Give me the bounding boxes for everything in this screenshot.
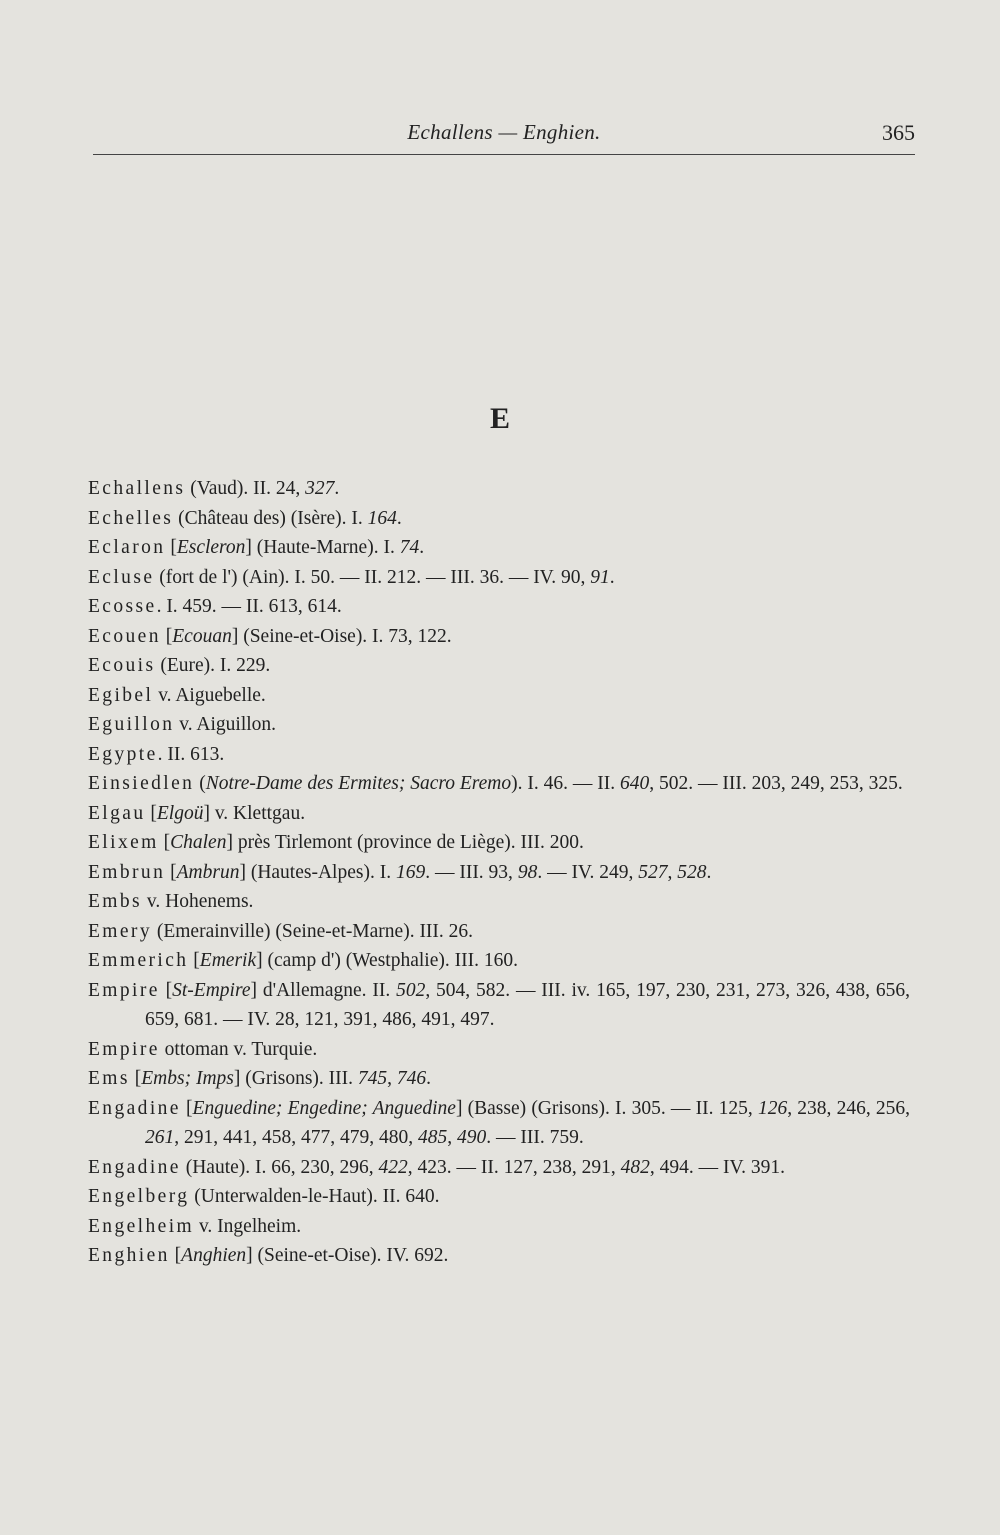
entry-italic-text: Notre-Dame des Ermites; Sacro Eremo <box>205 773 512 794</box>
index-entry <box>88 1182 910 1212</box>
entry-text: (Château des) (Isère). I. <box>173 507 368 529</box>
entry-headword: Egibel <box>88 684 154 706</box>
index-entry <box>88 740 910 770</box>
entry-text: . — IV. 249, <box>537 861 639 883</box>
index-entry <box>88 533 910 563</box>
entry-italic-text: Escleron <box>176 537 246 558</box>
entry-text: v. Hohenems. <box>142 891 254 912</box>
entry-italic-text: Embs; Imps <box>141 1068 234 1089</box>
entry-text: [ <box>160 625 173 647</box>
entry-text: (Haute). I. 66, 230, 296, <box>180 1156 379 1178</box>
entry-headword: Engadine <box>88 1156 181 1178</box>
entry-headword: Egypte <box>88 743 158 765</box>
index-entry <box>88 799 910 829</box>
index-entry <box>88 474 910 504</box>
running-head <box>93 118 915 155</box>
entry-text: . <box>426 1068 432 1089</box>
entry-headword: Ecouen <box>88 625 161 647</box>
entry-text: ] (Seine-et-Oise). IV. 692. <box>246 1245 449 1266</box>
entry-text: (Unterwalden-le-Haut). II. 640. <box>189 1186 440 1207</box>
index-entry <box>88 887 910 917</box>
entry-italic-text: 126 <box>757 1097 788 1119</box>
entry-text: ] (Basse) (Grisons). I. 305. — II. 125, <box>455 1097 758 1119</box>
index-entry <box>88 504 910 534</box>
index-entry <box>88 1064 910 1094</box>
entry-italic-text: 164 <box>367 507 397 529</box>
entry-text: . — III. 759. <box>486 1127 584 1148</box>
entry-text: . <box>334 478 340 499</box>
index-entry <box>88 1212 910 1242</box>
entry-text: . I. 459. — II. 613, 614. <box>156 596 342 617</box>
entry-text: [ <box>165 537 177 558</box>
entry-headword: Engadine <box>88 1097 181 1119</box>
entry-text: , 494. — IV. 391. <box>649 1156 785 1178</box>
entry-text: , <box>447 1127 457 1148</box>
entry-text: . <box>419 537 425 558</box>
entry-italic-text: 482 <box>620 1156 650 1178</box>
entry-italic-text: 745 <box>357 1068 388 1089</box>
entry-italic-text: 640 <box>620 773 650 794</box>
entry-italic-text: 327 <box>305 478 335 499</box>
entry-italic-text: 746 <box>396 1068 427 1089</box>
entry-italic-text: 502 <box>396 979 426 1001</box>
entry-headword: Empire <box>88 979 160 1001</box>
entry-text: . <box>706 861 712 883</box>
entry-text: [ <box>158 832 171 853</box>
index-entry <box>88 976 910 1035</box>
entry-headword: Engelheim <box>88 1215 195 1237</box>
entry-text: [ <box>129 1068 142 1089</box>
entry-headword: Echallens <box>88 478 186 499</box>
entry-headword: Elixem <box>88 832 159 853</box>
entry-headword: Eguillon <box>88 714 175 735</box>
index-entry <box>88 563 910 593</box>
entry-headword: Emery <box>88 920 152 942</box>
entry-headword: Einsiedlen <box>88 773 195 794</box>
entry-text: ] (camp d') (Westphalie). III. 160. <box>256 950 518 971</box>
entry-headword: Embrun <box>88 861 166 883</box>
entry-text: , 504, 582. — III. iv. 165, 197, 230, 231, 273, 326, 438, 656, 659, 681. — IV. 28, 121, 391, 486, 491, 497. <box>145 979 911 1030</box>
entry-text: , 238, 246, 256, <box>787 1097 911 1119</box>
entry-text: . <box>396 507 402 529</box>
index-entry <box>88 1035 910 1065</box>
entry-text: [ <box>188 950 200 971</box>
entry-text: . — III. 93, <box>425 861 518 883</box>
index-entry <box>88 828 910 858</box>
page-number: 365 <box>882 120 915 145</box>
index-entry <box>88 858 910 888</box>
entry-headword: Engelberg <box>88 1186 190 1207</box>
entry-text: v. Ingelheim. <box>194 1215 302 1237</box>
entry-text: ] (Hautes-Alpes). I. <box>239 861 396 883</box>
entry-headword: Echelles <box>88 507 174 529</box>
entry-italic-text: 74 <box>399 537 420 558</box>
entry-text: [ <box>145 802 157 824</box>
entry-text: [ <box>159 979 173 1001</box>
entry-italic-text: 98 <box>517 861 538 883</box>
entry-text: , <box>667 861 678 883</box>
running-title: Echallens — Enghien. <box>407 120 601 144</box>
entry-text: [ <box>165 861 177 883</box>
entry-text: , <box>387 1068 397 1089</box>
entry-italic-text: 528 <box>677 861 707 883</box>
entry-headword: Ecouis <box>88 655 156 676</box>
entry-italic-text: 527 <box>638 861 668 883</box>
entry-text: , 502. — III. 203, 249, 253, 325. <box>649 773 903 794</box>
entry-italic-text: Elgoü <box>156 802 204 824</box>
index-entry <box>88 769 910 799</box>
entry-headword: Ecosse <box>88 596 157 617</box>
entry-text: ( <box>194 773 206 794</box>
entry-text: ] (Grisons). III. <box>233 1068 358 1089</box>
index-entry <box>88 1094 910 1153</box>
index-entries <box>88 474 910 1271</box>
entry-text: ottoman v. Turquie. <box>159 1038 318 1060</box>
entry-italic-text: Ecouan <box>172 625 232 647</box>
entry-italic-text: 422 <box>378 1156 408 1178</box>
index-entry <box>88 1153 910 1183</box>
entry-text: . II. 613. <box>157 743 225 765</box>
section-letter: E <box>489 402 510 435</box>
entry-text: [ <box>169 1245 182 1266</box>
entry-text: . <box>609 566 615 588</box>
entry-text: v. Aiguebelle. <box>153 684 266 706</box>
entry-italic-text: 490 <box>457 1127 487 1148</box>
index-entry <box>88 710 910 740</box>
entry-text: , 423. — II. 127, 238, 291, <box>407 1156 621 1178</box>
entry-italic-text: Emerik <box>199 950 257 971</box>
entry-headword: Embs <box>88 891 143 912</box>
entry-headword: Ems <box>88 1068 130 1089</box>
index-entry <box>88 1241 910 1271</box>
entry-text: ] v. Klettgau. <box>203 802 306 824</box>
entry-headword: Ecluse <box>88 566 155 588</box>
entry-headword: Eclaron <box>88 537 166 558</box>
entry-headword: Enghien <box>88 1245 170 1266</box>
entry-text: ). I. 46. — II. <box>511 773 621 794</box>
entry-text: ] d'Allemagne. II. <box>250 979 397 1001</box>
entry-headword: Emmerich <box>88 950 189 971</box>
entry-headword: Empire <box>88 1038 160 1060</box>
index-entry <box>88 681 910 711</box>
entry-text: ] (Seine-et-Oise). I. 73, 122. <box>231 625 452 647</box>
entry-italic-text: Anghien <box>181 1245 247 1266</box>
entry-text: ] près Tirlemont (province de Liège). III. 200. <box>226 832 584 853</box>
entry-text: (Eure). I. 229. <box>155 655 271 676</box>
entry-italic-text: 91 <box>590 566 610 588</box>
entry-italic-text: Chalen <box>170 832 227 853</box>
entry-text: (Emerainville) (Seine-et-Marne). III. 26. <box>151 920 474 942</box>
entry-italic-text: 261 <box>145 1127 175 1148</box>
index-entry <box>88 592 910 622</box>
index-entry <box>88 651 910 681</box>
entry-text: (Vaud). II. 24, <box>185 478 306 499</box>
index-entry <box>88 622 910 652</box>
entry-italic-text: 169 <box>395 861 426 883</box>
entry-italic-text: Enguedine; Engedine; Anguedine <box>192 1097 456 1119</box>
index-entry <box>88 917 910 947</box>
entry-italic-text: 485 <box>418 1127 448 1148</box>
index-entry <box>88 946 910 976</box>
entry-text: , 291, 441, 458, 477, 479, 480, <box>174 1127 418 1148</box>
entry-text: (fort de l') (Ain). I. 50. — II. 212. — III. 36. — IV. 90, <box>154 566 591 588</box>
entry-text: ] (Haute-Marne). I. <box>245 537 400 558</box>
entry-headword: Elgau <box>88 802 146 824</box>
entry-italic-text: Ambrun <box>176 861 240 883</box>
entry-text: v. Aiguillon. <box>174 714 277 735</box>
entry-text: [ <box>180 1097 193 1119</box>
entry-italic-text: St-Empire <box>172 979 251 1001</box>
